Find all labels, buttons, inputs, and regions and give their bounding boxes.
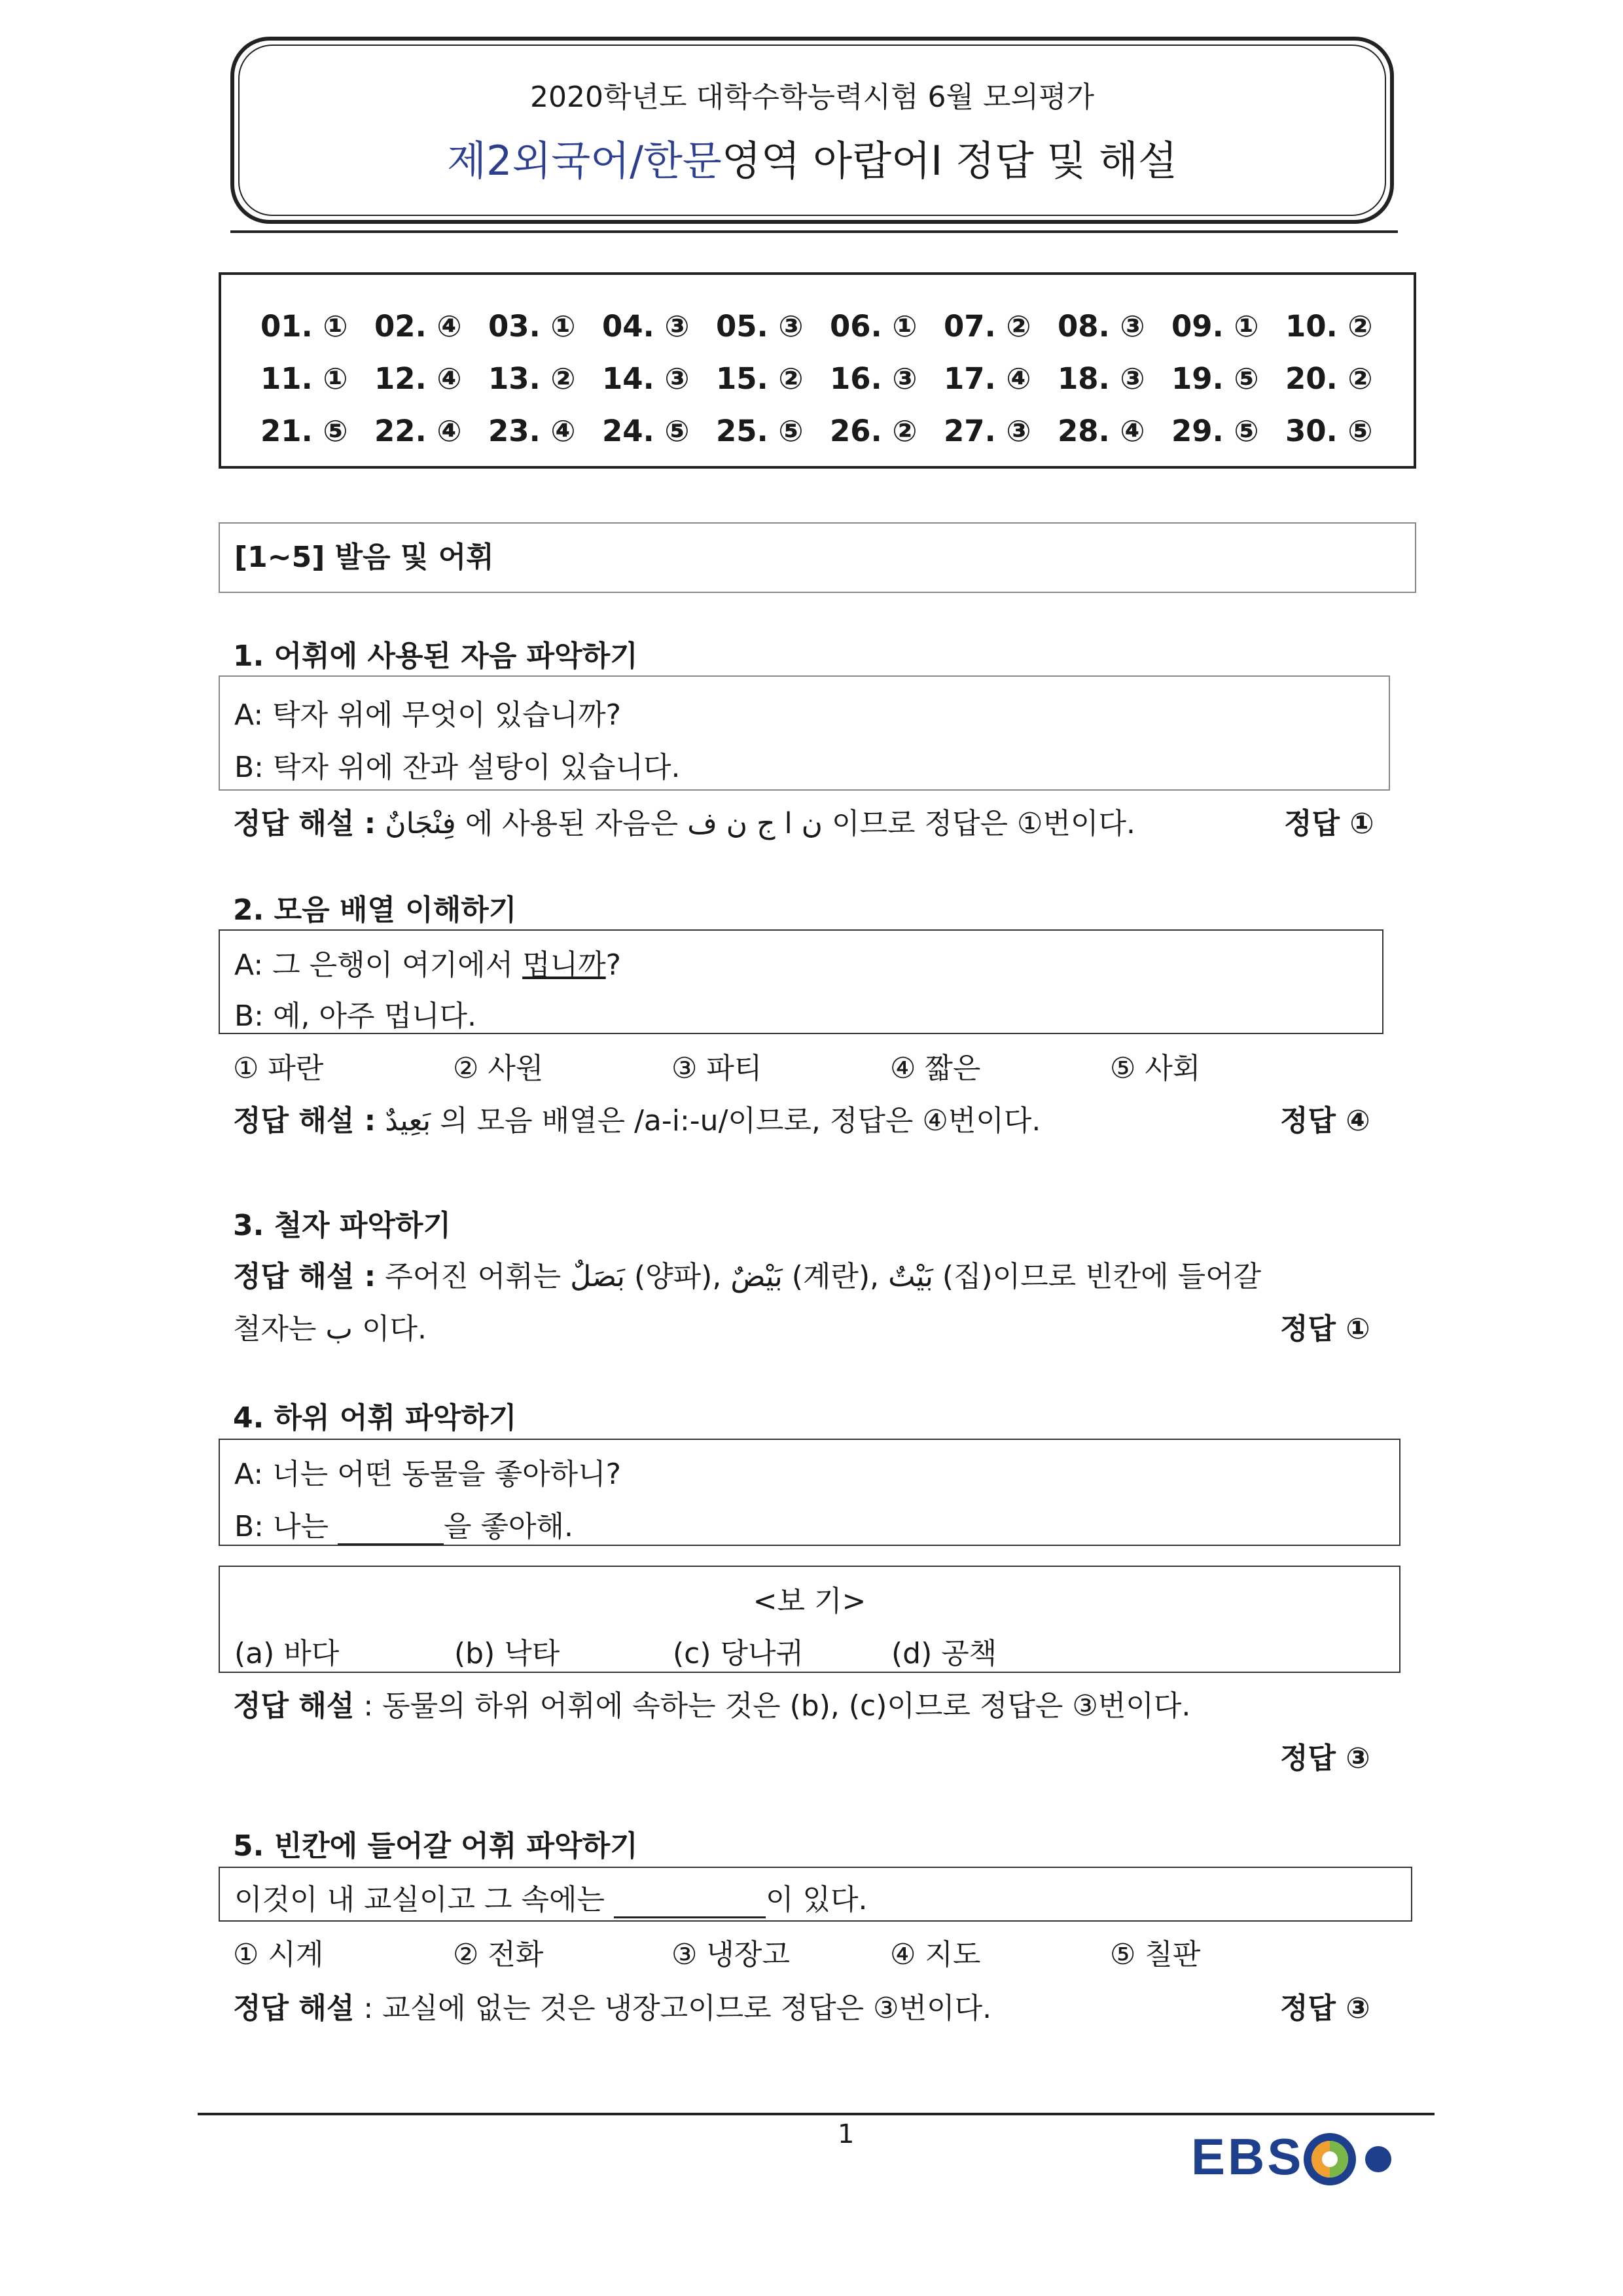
- q3-arabic-word-1: بَصَلٌ: [570, 1260, 625, 1293]
- q1-title: 1. 어휘에 사용된 자음 파악하기: [233, 639, 638, 673]
- answer-item: 02. ④: [374, 309, 462, 344]
- q5-blank: [614, 1883, 766, 1918]
- q5-exp-label: 정답 해설: [233, 1992, 355, 2025]
- q2-dialogue-box: [219, 929, 1383, 1034]
- answer-item: 09. ①: [1171, 309, 1259, 344]
- q1-arabic-letters: ن ا ج ن ف: [687, 807, 823, 840]
- q5-line-pre: 이것이 내 교실이고 그 속에는: [234, 1883, 605, 1916]
- answer-item: 05. ③: [716, 309, 804, 344]
- q2-option-2: ② 사원: [453, 1052, 544, 1085]
- q5-option-2: ② 전화: [453, 1938, 544, 1971]
- q3-arabic-letter: ب: [325, 1312, 353, 1346]
- q1-arabic-word: فِنْجَانٌ: [385, 807, 456, 840]
- q2-line-b: B: 예, 아주 멉니다.: [234, 999, 476, 1033]
- q1-exp-end: 이므로 정답은 ①번이다.: [832, 807, 1135, 840]
- answer-item: 15. ②: [716, 361, 804, 396]
- answer-item: 30. ⑤: [1285, 414, 1373, 448]
- q4-bogi-box: [219, 1566, 1400, 1673]
- answer-item: 04. ③: [602, 309, 690, 344]
- q1-line-a: A: 탁자 위에 무엇이 있습니까?: [234, 698, 621, 732]
- ebs-logo-text: EBS: [1191, 2128, 1304, 2185]
- q2-line-a-post: ?: [605, 948, 622, 982]
- q4-bogi-d: (d) 공책: [891, 1637, 997, 1670]
- q3-exp-2-post: 이다.: [361, 1312, 427, 1346]
- q5-option-4: ④ 지도: [890, 1938, 981, 1971]
- answer-item: 08. ③: [1058, 309, 1145, 344]
- q4-line-b-pre: B: 나는: [234, 1510, 329, 1543]
- answer-item: 12. ④: [374, 361, 462, 396]
- q2-exp-label: 정답 해설 :: [233, 1104, 376, 1138]
- section-header: [1~5] 발음 및 어휘: [219, 522, 1416, 593]
- q4-exp-label: 정답 해설: [233, 1689, 355, 1723]
- answer-item: 27. ③: [944, 414, 1031, 448]
- q2-title: 2. 모음 배열 이해하기: [233, 893, 517, 927]
- q4-line-a: A: 너는 어떤 동물을 좋아하니?: [234, 1458, 621, 1491]
- q3-korean-2: (계란),: [791, 1260, 880, 1293]
- q5-line-post: 이 있다.: [766, 1883, 868, 1916]
- answer-item: 21. ⑤: [260, 414, 348, 448]
- q3-arabic-word-2: بَيْضٌ: [730, 1260, 783, 1293]
- answer-item: 25. ⑤: [716, 414, 804, 448]
- q2-exp-end: 의 모음 배열은 /a-i:-u/이므로, 정답은 ④번이다.: [440, 1104, 1041, 1138]
- q1-line-b: B: 탁자 위에 잔과 설탕이 있습니다.: [234, 751, 681, 784]
- answer-item: 10. ②: [1285, 309, 1373, 344]
- q3-explanation-line1: [233, 1253, 1261, 1295]
- q5-option-3: ③ 냉장고: [671, 1938, 790, 1971]
- q2-underlined-word: 멉니까: [522, 948, 606, 982]
- q2-option-4: ④ 짧은: [890, 1052, 981, 1085]
- q5-answer: 정답 ③: [1280, 1992, 1370, 2025]
- q3-exp-label: 정답 해설 :: [233, 1260, 376, 1293]
- q5-option-5: ⑤ 칠판: [1110, 1938, 1201, 1971]
- answer-item: 07. ②: [944, 309, 1031, 344]
- q4-bogi-a: (a) 바다: [234, 1637, 340, 1670]
- page-number: 1: [838, 2119, 855, 2149]
- answer-item: 26. ②: [830, 414, 918, 448]
- answer-item: 18. ③: [1058, 361, 1145, 396]
- answer-item: 13. ②: [488, 361, 576, 396]
- q4-dialogue-box: [219, 1439, 1400, 1546]
- answer-item: 11. ①: [260, 361, 348, 396]
- q2-answer: 정답 ④: [1280, 1104, 1370, 1138]
- q1-explanation: [233, 800, 1135, 842]
- q1-answer: 정답 ①: [1284, 807, 1374, 840]
- q5-explanation: [233, 1984, 991, 2026]
- q2-line-a-pre: A: 그 은행이 여기에서: [234, 948, 523, 982]
- answer-item: 22. ④: [374, 414, 462, 448]
- q2-option-3: ③ 파티: [671, 1052, 762, 1085]
- answer-item: 24. ⑤: [602, 414, 690, 448]
- answer-item: 01. ①: [260, 309, 348, 344]
- q4-bogi-c: (c) 당나귀: [673, 1637, 804, 1670]
- exam-title: 2020학년도 대학수학능력시험 6월 모의평가: [530, 81, 1094, 114]
- q4-bogi-title: <보 기>: [753, 1585, 866, 1618]
- q2-option-5: ⑤ 사회: [1110, 1052, 1201, 1085]
- answer-item: 20. ②: [1285, 361, 1373, 396]
- answer-row-1: [260, 309, 1399, 344]
- q4-answer: 정답 ③: [1280, 1742, 1370, 1775]
- q3-exp-1: 주어진 어휘는: [385, 1260, 562, 1293]
- q1-exp-label: 정답 해설 :: [233, 807, 376, 840]
- q4-bogi-b: (b) 낙타: [454, 1637, 560, 1670]
- q3-exp-2-pre: 철자는: [233, 1312, 317, 1346]
- q5-exp-text: : 교실에 없는 것은 냉장고이므로 정답은 ③번이다.: [363, 1992, 992, 2025]
- q4-explanation: [233, 1682, 1190, 1724]
- answer-row-3: [260, 414, 1399, 448]
- answer-item: 19. ⑤: [1171, 361, 1259, 396]
- q3-answer: 정답 ①: [1280, 1312, 1370, 1346]
- answer-item: 16. ③: [830, 361, 918, 396]
- q2-arabic-word: بَعِيدٌ: [385, 1104, 431, 1138]
- answer-item: 14. ③: [602, 361, 690, 396]
- q3-korean-3: (집)이므로 빈칸에 들어갈: [942, 1260, 1262, 1293]
- subject-rest: 영역 아랍어Ⅰ 정답 및 해설: [721, 137, 1177, 185]
- q4-exp-text: : 동물의 하위 어휘에 속하는 것은 (b), (c)이므로 정답은 ③번이다.: [363, 1689, 1191, 1723]
- q2-option-1: ① 파란: [233, 1052, 324, 1085]
- answer-key-table: [219, 272, 1416, 469]
- answer-item: 29. ⑤: [1171, 414, 1259, 448]
- q4-line-b-post: 을 좋아해.: [444, 1510, 574, 1543]
- q3-explanation-line2: [233, 1305, 427, 1347]
- ebs-logo-icon: [1301, 2130, 1406, 2189]
- q5-sentence-box: [219, 1867, 1412, 1922]
- q1-exp-mid: 에 사용된 자음은: [465, 807, 679, 840]
- q5-title: 5. 빈칸에 들어갈 어휘 파악하기: [233, 1829, 638, 1863]
- subject-area: 제2외국어/한문: [447, 137, 722, 185]
- q1-dialogue-box: [219, 675, 1390, 791]
- q3-title: 3. 철자 파악하기: [233, 1209, 451, 1242]
- answer-row-2: [260, 361, 1399, 396]
- footer-rule: [198, 2113, 1435, 2115]
- answer-item: 06. ①: [830, 309, 918, 344]
- q5-option-1: ① 시계: [233, 1938, 324, 1971]
- q2-line-a: [234, 941, 621, 983]
- q4-line-b: [234, 1503, 573, 1545]
- q2-explanation: [233, 1097, 1041, 1139]
- answer-item: 23. ④: [488, 414, 576, 448]
- q3-korean-1: (양파),: [634, 1260, 722, 1293]
- title-underline: [230, 230, 1398, 233]
- answer-item: 28. ④: [1058, 414, 1145, 448]
- q3-arabic-word-3: بَيْتٌ: [888, 1260, 933, 1293]
- answer-item: 03. ①: [488, 309, 576, 344]
- subject-title: [230, 128, 1394, 187]
- q4-title: 4. 하위 어휘 파악하기: [233, 1401, 517, 1435]
- q5-sentence: [234, 1876, 867, 1918]
- answer-item: 17. ④: [944, 361, 1031, 396]
- q4-blank: [338, 1510, 444, 1545]
